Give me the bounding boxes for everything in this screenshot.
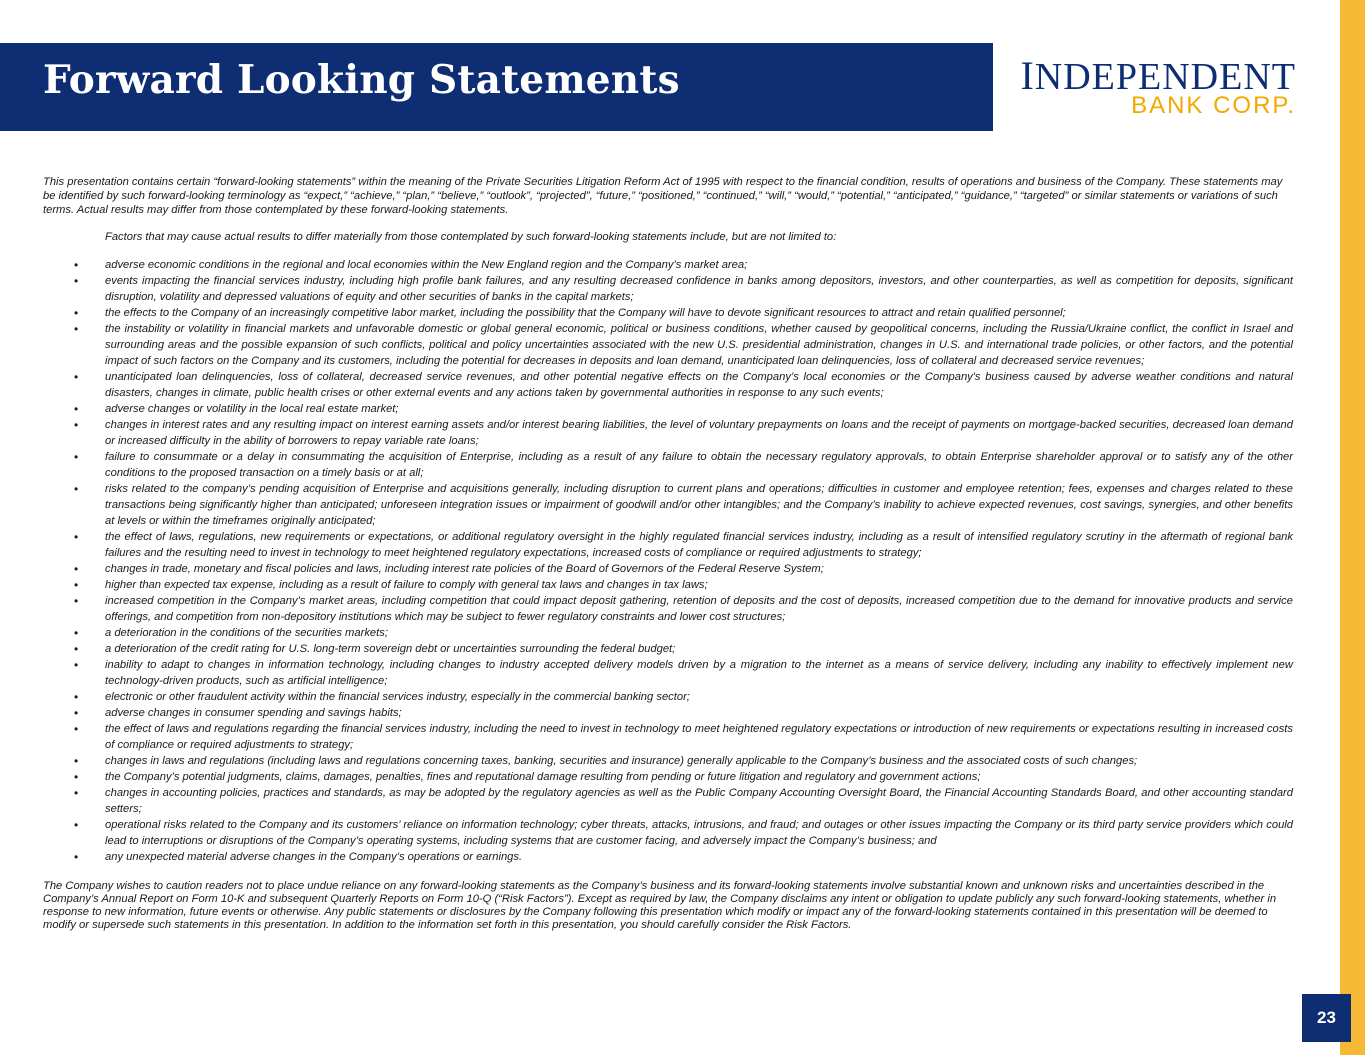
- logo-wordmark-rest: NDEPENDENT: [1034, 56, 1296, 98]
- list-item-text: operational risks related to the Company and its customers’ reliance on information technology; cyber threats, attacks, intrusions, and fraud; and outages or other issues impacting the Company or its third party service providers which could lead to interruptions or disruptions of the Company’s operating systems, including systems that are customer facing, and adversely impact the Company’s business; and: [105, 819, 1293, 847]
- bullet-icon: •: [74, 626, 79, 640]
- list-item: [43, 529, 1293, 561]
- bullet-icon: •: [74, 754, 79, 768]
- bullet-icon: •: [74, 706, 79, 720]
- bullet-icon: •: [74, 322, 79, 336]
- bullet-icon: •: [74, 450, 79, 464]
- list-item: [43, 481, 1293, 529]
- bullet-icon: •: [74, 274, 79, 288]
- disclaimer-body: [43, 175, 1293, 932]
- bullet-icon: •: [74, 850, 79, 864]
- list-item-text: the effect of laws and regulations regarding the financial services industry, including the need to invest in technology to meet heightened regulatory expectations or introduction of new requirements or expectations resulting in increased costs of compliance or required adjustments to strategy;: [105, 723, 1293, 751]
- list-item: [43, 705, 1293, 721]
- bullet-icon: •: [74, 402, 79, 416]
- list-item: [43, 577, 1293, 593]
- list-item: [43, 769, 1293, 785]
- list-item-text: adverse changes or volatility in the local real estate market;: [105, 403, 399, 415]
- list-item: [43, 625, 1293, 641]
- bullet-icon: •: [74, 690, 79, 704]
- bullet-icon: •: [74, 818, 79, 832]
- intro-paragraph: This presentation contains certain “forward-looking statements” within the meaning of the Private Securities Litigation Reform Act of 1995 with respect to the financial condition, results of operations and business of the Company. These statements may be identified by such forward-looking terminology as “expect,” “achieve,” “plan,” “believe,” “outlook”, “projected”, “future,” “positioned,” “continued,” “will,” “would,” “potential,” “anticipated,” “guidance,” “targeted” or similar statements or variations of such terms. Actual results may differ from those contemplated by these forward-looking statements.: [43, 176, 1283, 216]
- list-item-text: the effect of laws, regulations, new requirements or expectations, or additional regulatory oversight in the highly regulated financial services industry, including as a result of intensified regulatory scrutiny in the aftermath of regional bank failures and the resulting need to invest in technology to meet heightened regulatory expectations, increased costs of compliance or required adjustments to strategy;: [105, 531, 1293, 559]
- bullet-icon: •: [74, 370, 79, 384]
- list-item: [43, 369, 1293, 401]
- list-item: [43, 785, 1293, 817]
- list-item: [43, 657, 1293, 689]
- bullet-icon: •: [74, 786, 79, 800]
- list-item: [43, 561, 1293, 577]
- list-item-text: inability to adapt to changes in information technology, including changes to industry accepted delivery models driven by a migration to the internet as a means of service delivery, including any inability to effectively implement new technology-driven products, such as artificial intelligence;: [105, 659, 1293, 687]
- bullet-icon: •: [74, 306, 79, 320]
- list-item-text: events impacting the financial services industry, including high profile bank failures, and any resulting decreased confidence in banks among depositors, investors, and other counterparties, as well as competition for deposits, significant disruption, volatility and depressed valuations of equity and other securities of banks in the capital markets;: [105, 275, 1293, 303]
- bullet-icon: •: [74, 418, 79, 432]
- closing-paragraph: The Company wishes to caution readers not to place undue reliance on any forward-looking statements as the Company’s business and its forward-looking statements involve substantial known and unknown risks and uncertainties described in the Company’s Annual Report on Form 10-K and subsequent Quarterly Reports on Form 10-Q (“Risk Factors”). Except as required by law, the Company disclaims any intent or obligation to update publicly any such forward-looking statements, whether in response to new information, future events or otherwise. Any public statements or disclosures by the Company following this presentation which modify or impact any of the forward-looking statements contained in this presentation will be deemed to modify or supersede such statements in this presentation. In addition to the information set forth in this presentation, you should carefully consider the Risk Factors.: [43, 880, 1277, 931]
- bullet-icon: •: [74, 642, 79, 656]
- logo-initial: I: [1020, 53, 1035, 98]
- list-item-text: the Company’s potential judgments, claims, damages, penalties, fines and reputational damage resulting from pending or future litigation and regulatory and government actions;: [105, 771, 981, 783]
- logo-wordmark-bottom: BANK CORP.: [1131, 92, 1296, 119]
- list-item-text: unanticipated loan delinquencies, loss of collateral, decreased service revenues, and other potential negative effects on the Company’s local economies or the Company's business caused by adverse weather conditions and natural disasters, changes in climate, public health crises or other external events and any actions taken by governmental authorities in response to any such events;: [105, 371, 1293, 399]
- list-item-text: increased competition in the Company’s market areas, including competition that could impact deposit gathering, retention of deposits and the cost of deposits, increased competition due to the demand for innovative products and service offerings, and competition from non-depository institutions which may be subject to fewer regulatory constraints and lower cost structures;: [105, 595, 1293, 623]
- bullet-icon: •: [74, 482, 79, 496]
- bullet-icon: •: [74, 578, 79, 592]
- list-item: [43, 817, 1293, 849]
- list-item-text: a deterioration of the credit rating for U.S. long-term sovereign debt or uncertainties surrounding the federal budget;: [105, 643, 676, 655]
- list-item: [43, 449, 1293, 481]
- bullet-icon: •: [74, 658, 79, 672]
- risk-factor-list: [43, 257, 1293, 865]
- list-item-text: electronic or other fraudulent activity within the financial services industry, especially in the commercial banking sector;: [105, 691, 690, 703]
- page-title: Forward Looking Statements: [43, 57, 680, 103]
- list-item: [43, 257, 1293, 273]
- list-item-text: changes in trade, monetary and fiscal policies and laws, including interest rate policies of the Board of Governors of the Federal Reserve System;: [105, 563, 824, 575]
- list-item-text: the instability or volatility in financial markets and unfavorable domestic or global general economic, political or business conditions, whether caused by geopolitical concerns, including the Russia/Ukraine conflict, the conflict in Israel and surrounding areas and the possible expansion of such conflicts, political and policy uncertainties associated with the new U.S. presidential administration, changes in U.S. and international trade policies, or other factors, and the potential impact of such factors on the Company and its customers, including the potential for decreases in deposits and loan demand, unanticipated loan delinquencies, loss of collateral and decreased service revenues;: [105, 323, 1293, 367]
- list-item-text: adverse economic conditions in the regional and local economies within the New England region and the Company’s market area;: [105, 259, 748, 271]
- list-item-text: risks related to the company’s pending acquisition of Enterprise and acquisitions generally, including disruption to current plans and operations; difficulties in customer and employee retention; fees, expenses and charges related to these transactions being significantly higher than anticipated; unforeseen integration issues or impairment of goodwill and/or other intangibles; and the Company’s inability to achieve expected revenues, cost savings, synergies, and other benefits at levels or within the timeframes originally anticipated;: [105, 483, 1293, 527]
- bullet-icon: •: [74, 770, 79, 784]
- list-item-text: changes in laws and regulations (including laws and regulations concerning taxes, banking, securities and insurance) generally applicable to the Company’s business and the associated costs of such changes;: [105, 755, 1138, 767]
- list-item: [43, 593, 1293, 625]
- list-item: [43, 273, 1293, 305]
- list-item-text: changes in interest rates and any resulting impact on interest earning assets and/or interest bearing liabilities, the level of voluntary prepayments on loans and the receipt of payments on mortgage-backed securities, decreased loan demand or increased difficulty in the ability of borrowers to repay variable rate loans;: [105, 419, 1293, 447]
- list-item: [43, 641, 1293, 657]
- list-item: [43, 849, 1293, 865]
- list-item-text: the effects to the Company of an increasingly competitive labor market, including the possibility that the Company will have to devote significant resources to attract and retain qualified personnel;: [105, 307, 1066, 319]
- bullet-icon: •: [74, 530, 79, 544]
- factors-intro: Factors that may cause actual results to differ materially from those contemplated by such forward-looking statements include, but are not limited to:: [105, 231, 837, 243]
- bullet-icon: •: [74, 562, 79, 576]
- list-item-text: a deterioration in the conditions of the securities markets;: [105, 627, 388, 639]
- list-item-text: higher than expected tax expense, including as a result of failure to comply with general tax laws and changes in tax laws;: [105, 579, 708, 591]
- bullet-icon: •: [74, 258, 79, 272]
- list-item: [43, 721, 1293, 753]
- list-item-text: failure to consummate or a delay in consummating the acquisition of Enterprise, including as a result of any failure to obtain the necessary regulatory approvals, to obtain Enterprise shareholder approval or to satisfy any of the other conditions to the proposed transaction on a timely basis or at all;: [105, 451, 1293, 479]
- bullet-icon: •: [74, 722, 79, 736]
- list-item: [43, 689, 1293, 705]
- list-item: [43, 417, 1293, 449]
- list-item: [43, 321, 1293, 369]
- company-logo: [1010, 52, 1300, 124]
- list-item-text: any unexpected material adverse changes in the Company’s operations or earnings.: [105, 851, 523, 863]
- list-item-text: changes in accounting policies, practices and standards, as may be adopted by the regulatory agencies as well as the Public Company Accounting Oversight Board, the Financial Accounting Standards Board, and other accounting standard setters;: [105, 787, 1293, 815]
- page-number: 23: [1302, 994, 1351, 1042]
- list-item: [43, 401, 1293, 417]
- bullet-icon: •: [74, 594, 79, 608]
- list-item: [43, 753, 1293, 769]
- gold-side-bar: [1340, 0, 1365, 1055]
- list-item: [43, 305, 1293, 321]
- list-item-text: adverse changes in consumer spending and savings habits;: [105, 707, 402, 719]
